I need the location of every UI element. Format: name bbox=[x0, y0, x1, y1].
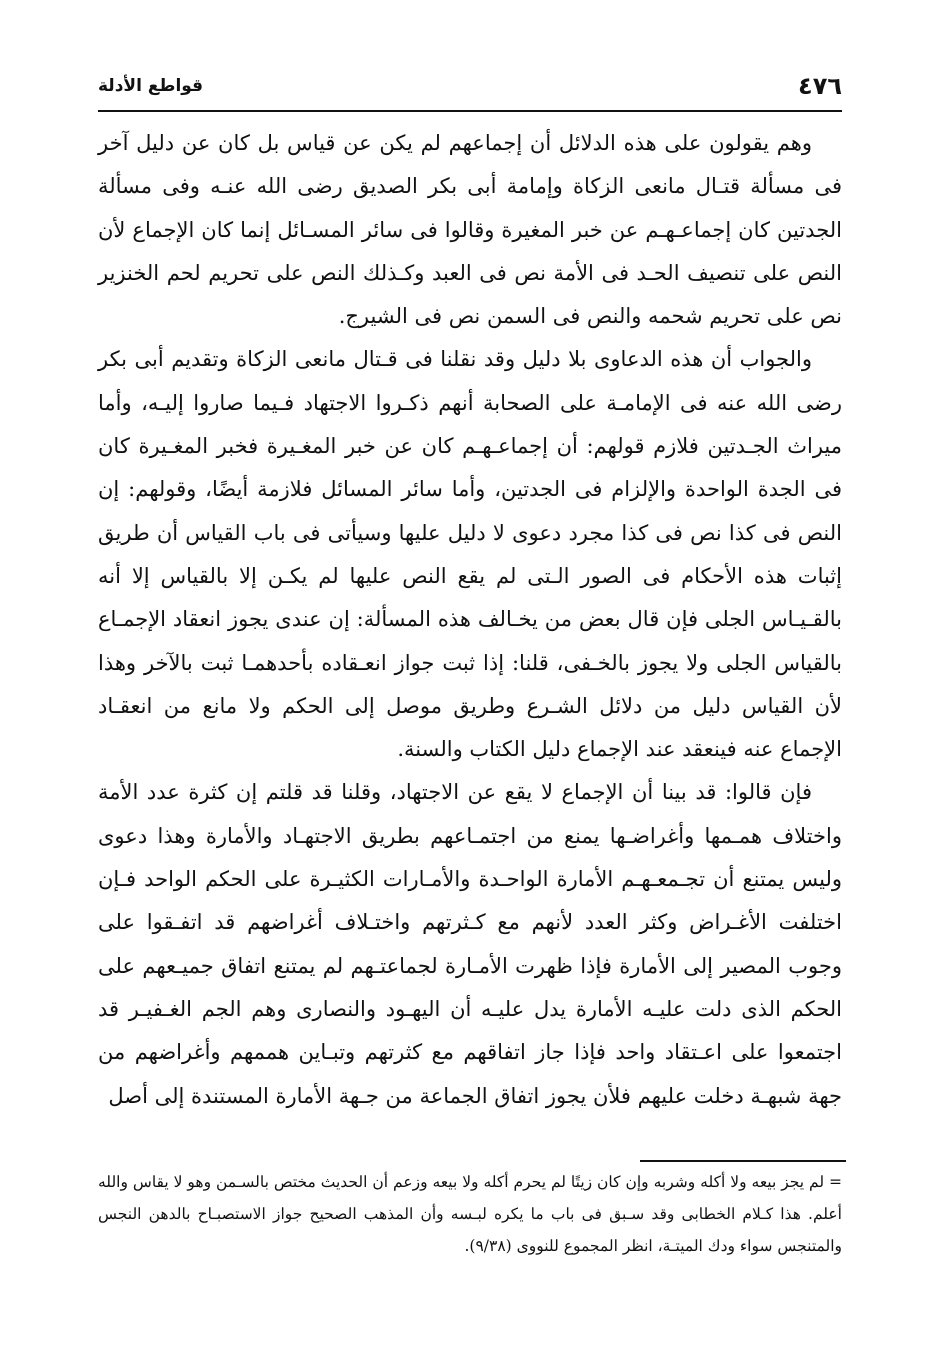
footnote: = لم يجز بيعه ولا أكله وشربه وإن كان زيتًا لم يحرم أكله ولا بيعه وزعم أن الحديث مختص بالسـمن وهو لا يقاس والله أعلم. هذا كـلام الخطابى وقد سـبق فى باب ما يكره لبـسه وأن المذهب الصحيح جواز الاستصبـاح بالدهن النجس والمتنجس سواء ودك الميتـة، انظر المجموع للنووى (٩/٣٨). bbox=[98, 1173, 842, 1255]
footnotes bbox=[98, 1166, 842, 1262]
header-rule bbox=[98, 110, 842, 112]
footnote-rule bbox=[640, 1160, 846, 1162]
paragraph: فإن قالوا: قد بينا أن الإجماع لا يقع عن الاجتهاد، وقلنا قد قلتم إن كثرة عدد الأمة واختلاف همـمها وأغراضـها يمنع من اجتمـاعهم بطريق الاجتهـاد والأمارة وهذا دعوى وليس يمتنع أن تجـمعـهـم الأمارة الواحـدة والأمـارات الكثيـرة على الحكم الواحد فـإن اختلفت الأغـراض وكثر العدد لأنهم مع كـثرتهم واختـلاف أغراضهم قد اتفـقوا على وجوب المصير إلى الأمارة فإذا ظهرت الأمـارة لجماعتـهم لم يمتنع اتفاق جميـعهم على الحكم الذى دلت عليـه الأمارة يدل عليـه أن اليهـود والنصارى وهم الجم الغـفيـر قد اجتمعوا على اعـتقاد واحد فإذا جاز اتفاقهم مع كثرتهم وتبـاين هممهم وأغراضهم من جهة شبهـة دخلت عليهم فلأن يجوز اتفاق الجماعة من جـهة الأمارة المستندة إلى أصل bbox=[98, 780, 842, 1108]
main-text bbox=[98, 122, 842, 1118]
page-header bbox=[98, 70, 842, 104]
book-title: قواطع الأدلة bbox=[98, 76, 204, 96]
paragraph: وهم يقولون على هذه الدلائل أن إجماعهم لم يكن عن قياس بل كان عن دليل آخر فى مسألة قتـال مانعى الزكاة وإمامة أبى بكر الصديق رضى الله عنـه وفى مسألة الجدتين كان إجماعـهـم عن خبر المغيرة وقالوا فى سائر المسـائل إنما كان الإجماع لأن النص على تنصيف الحـد فى الأمة نص فى العبد وكـذلك النص على تحريم لحم الخنزير نص على تحريم شحمه والنص فى السمن نص فى الشيرج. bbox=[98, 131, 842, 329]
paragraph: والجواب أن هذه الدعاوى بلا دليل وقد نقلنا فى قـتال مانعى الزكاة وتقديم أبى بكر رضى الله عنه فى الإمامـة على الصحابة أنهم ذكـروا الاجتهاد فـيما صاروا إليـه، وأما ميراث الجـدتين فلازم قولهم: أن إجماعـهـم كان عن خبر المغـيرة فخبر المغـيرة كان فى الجدة الواحدة والإلزام فى الجدتين، وأما سائر المسائل فلازمة أيضًا، وقولهم: إن النص فى كذا نص فى كذا مجرد دعوى لا دليل عليها وسيأتى فى باب القياس أن طريق إثبات هذه الأحكام فى الصور الـتى لم يقع النص عليها لم يكـن إلا بالقياس إلا أنه بالقـيـاس الجلى فإن قال بعض من يخـالف هذه المسألة: إن عندى يجوز انعقاد الإجمـاع بالقياس الجلى ولا يجوز بالخـفى، قلنا: إذا ثبت جواز انعـقاده بأحدهمـا ثبت بالآخر وهذا لأن القياس دليل من دلائل الشـرع وطريق موصل إلى الحكم ولا مانع من انعقـاد الإجماع عنه فينعقد عند الإجماع دليل الكتاب والسنة. bbox=[98, 347, 842, 762]
page-number: ٤٧٦ bbox=[798, 72, 842, 100]
